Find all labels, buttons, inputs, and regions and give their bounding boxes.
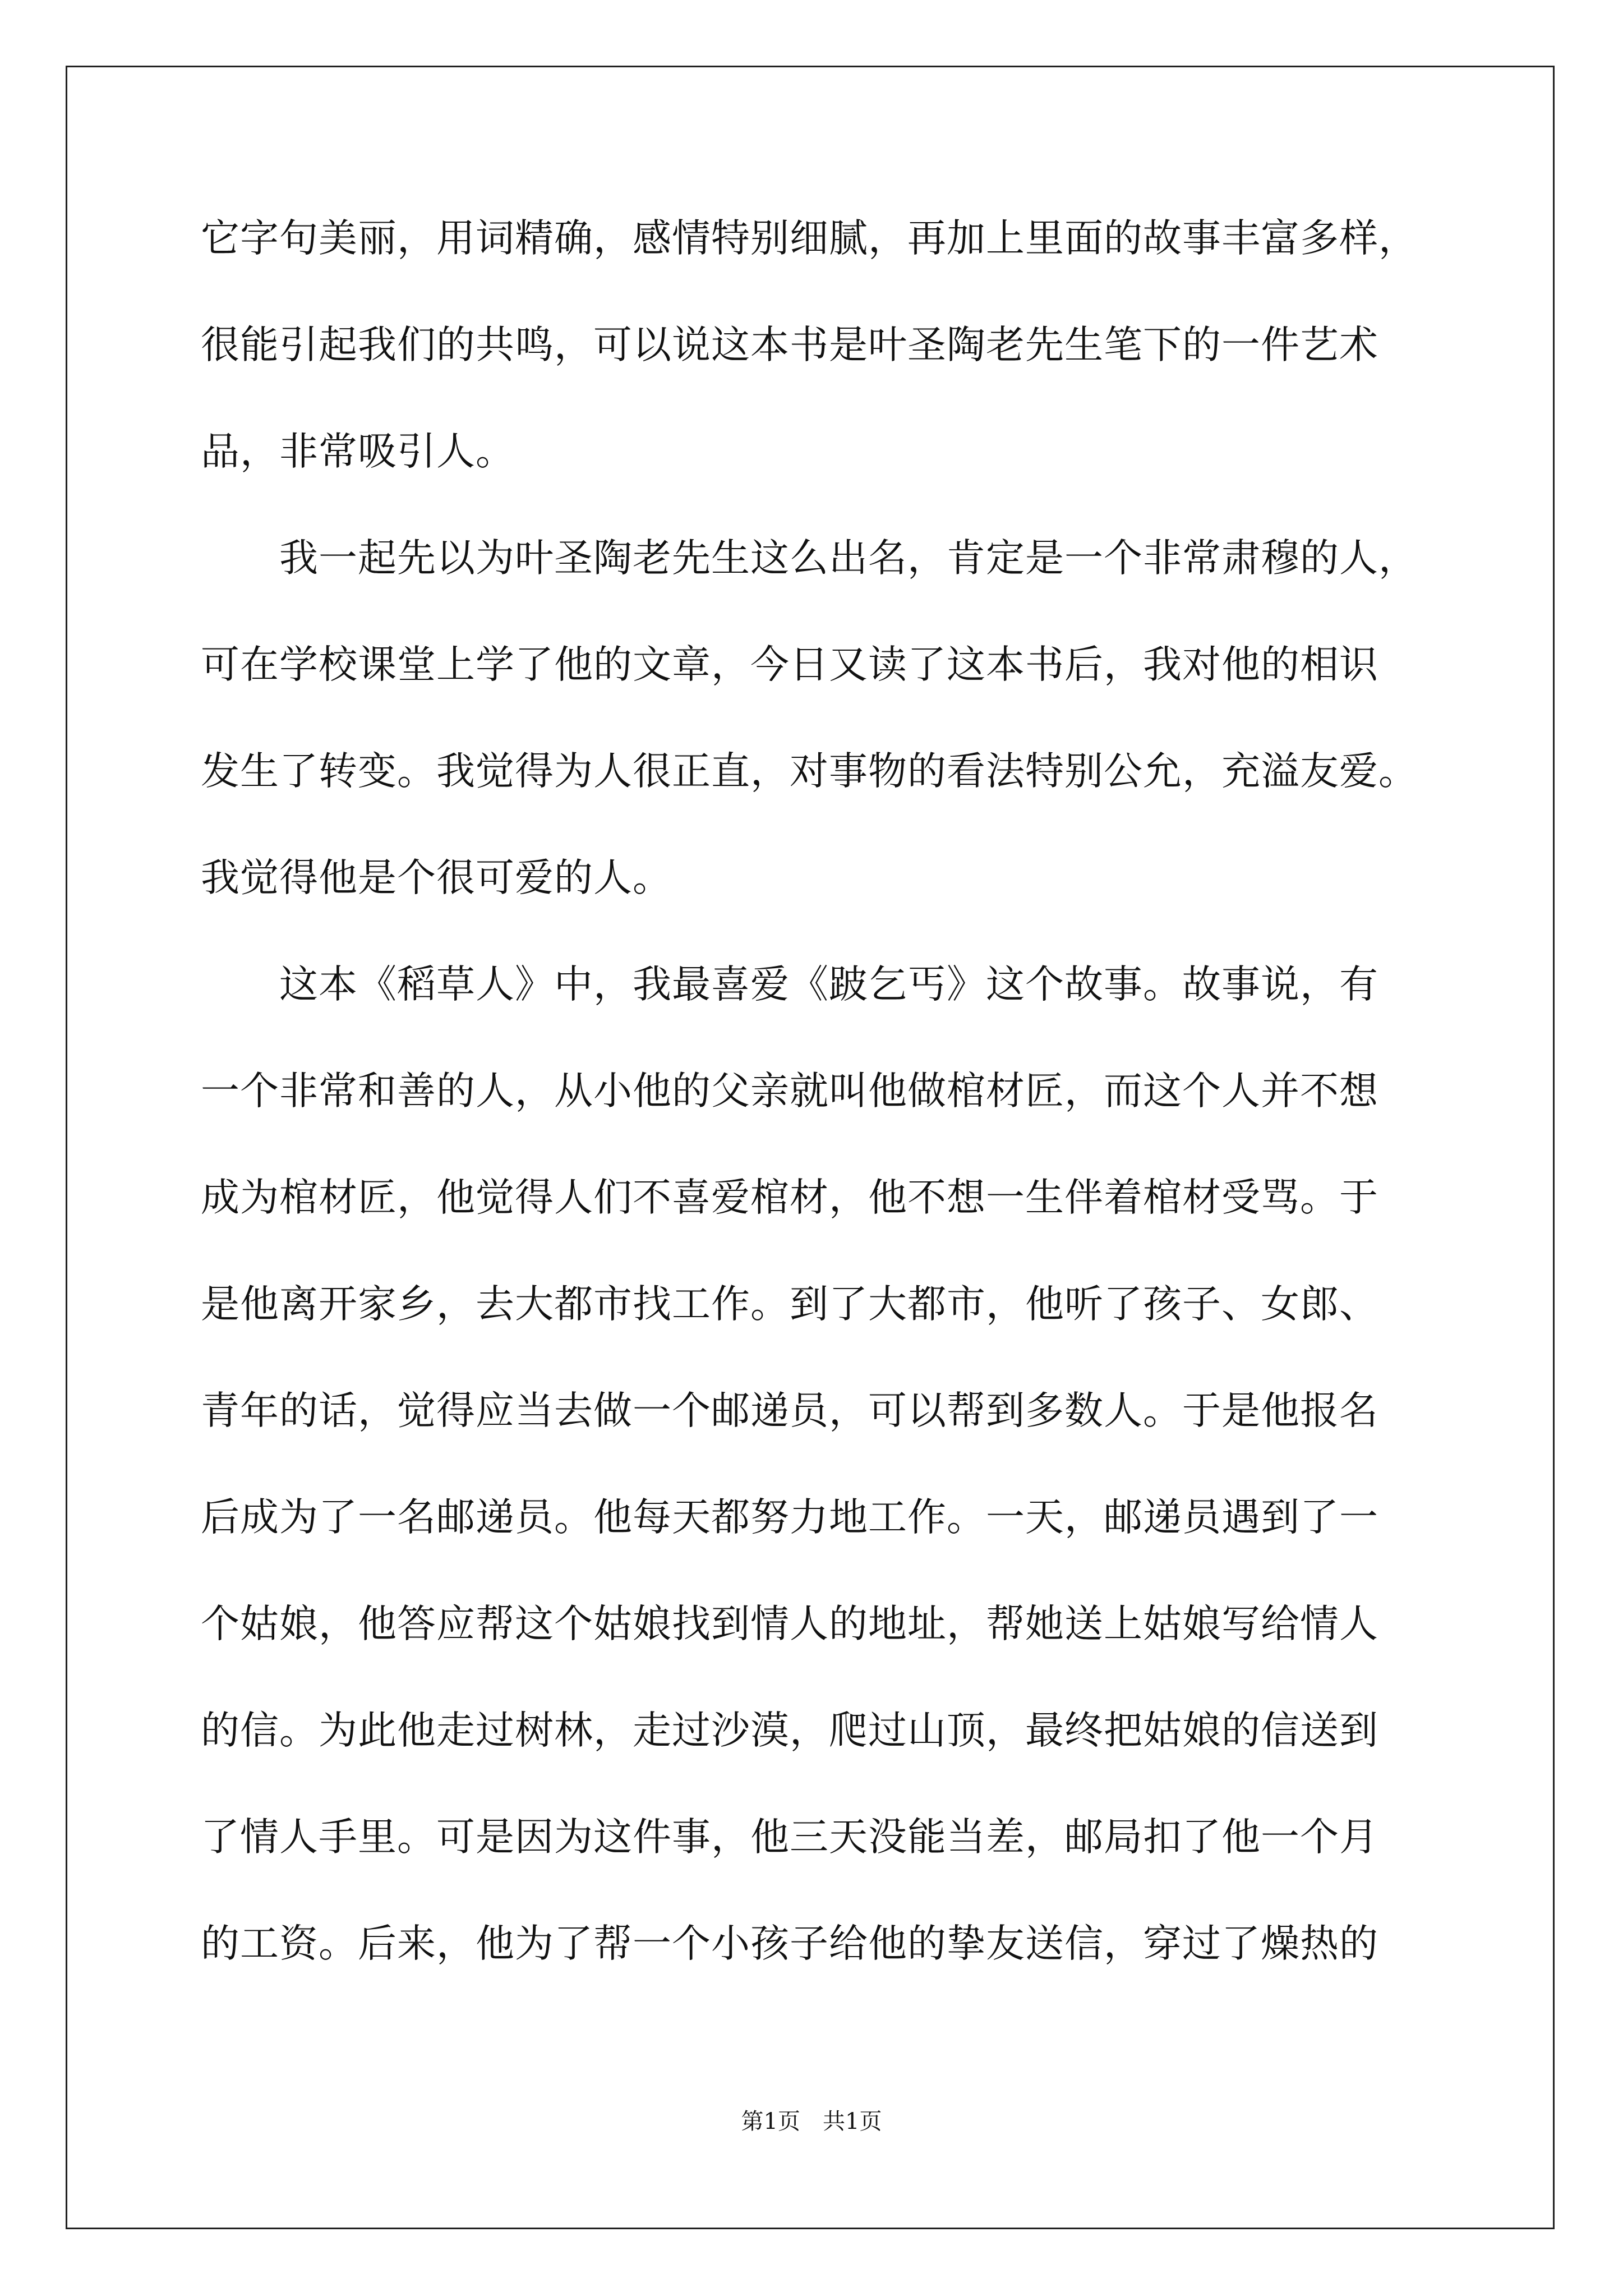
text-line: 后成为了一名邮递员。他每天都努力地工作。一天，邮递员遇到了一	[201, 1495, 1378, 1540]
text-line: 我一起先以为叶圣陶老先生这么出名，肯定是一个非常肃穆的人，	[201, 536, 1418, 581]
text-line: 可在学校课堂上学了他的文章，今日又读了这本书后，我对他的相识	[201, 642, 1378, 687]
text-line: 成为棺材匠，他觉得人们不喜爱棺材，他不想一生伴着棺材受骂。于	[201, 1175, 1378, 1220]
text-line: 很能引起我们的共鸣，可以说这本书是叶圣陶老先生笔下的一件艺术	[201, 323, 1378, 367]
text-line: 发生了转变。我觉得为人很正直，对事物的看法特别公允，充溢友爱。	[201, 749, 1418, 794]
text-line: 是他离开家乡，去大都市找工作。到了大都市，他听了孩子、女郎、	[201, 1282, 1378, 1327]
text-line: 品，非常吸引人。	[201, 429, 515, 474]
text-line: 个姑娘，他答应帮这个姑娘找到情人的地址，帮她送上姑娘写给情人	[201, 1602, 1378, 1646]
page-number-footer: 第1页 共1页	[741, 2109, 882, 2134]
text-line: 这本《稻草人》中，我最喜爱《跛乞丐》这个故事。故事说，有	[201, 962, 1378, 1007]
text-line: 的工资。后来，他为了帮一个小孩子给他的挚友送信，穿过了燥热的	[201, 1921, 1378, 1966]
text-line: 了情人手里。可是因为这件事，他三天没能当差，邮局扣了他一个月	[201, 1815, 1378, 1860]
text-line: 的信。为此他走过树林，走过沙漠，爬过山顶，最终把姑娘的信送到	[201, 1708, 1378, 1753]
text-line: 我觉得他是个很可爱的人。	[201, 855, 672, 900]
text-line: 青年的话，觉得应当去做一个邮递员，可以帮到多数人。于是他报名	[201, 1388, 1378, 1433]
text-line: 一个非常和善的人，从小他的父亲就叫他做棺材匠，而这个人并不想	[201, 1069, 1378, 1114]
page-border	[66, 66, 1555, 2229]
text-line: 它字句美丽，用词精确，感情特别细腻，再加上里面的故事丰富多样，	[201, 216, 1418, 261]
